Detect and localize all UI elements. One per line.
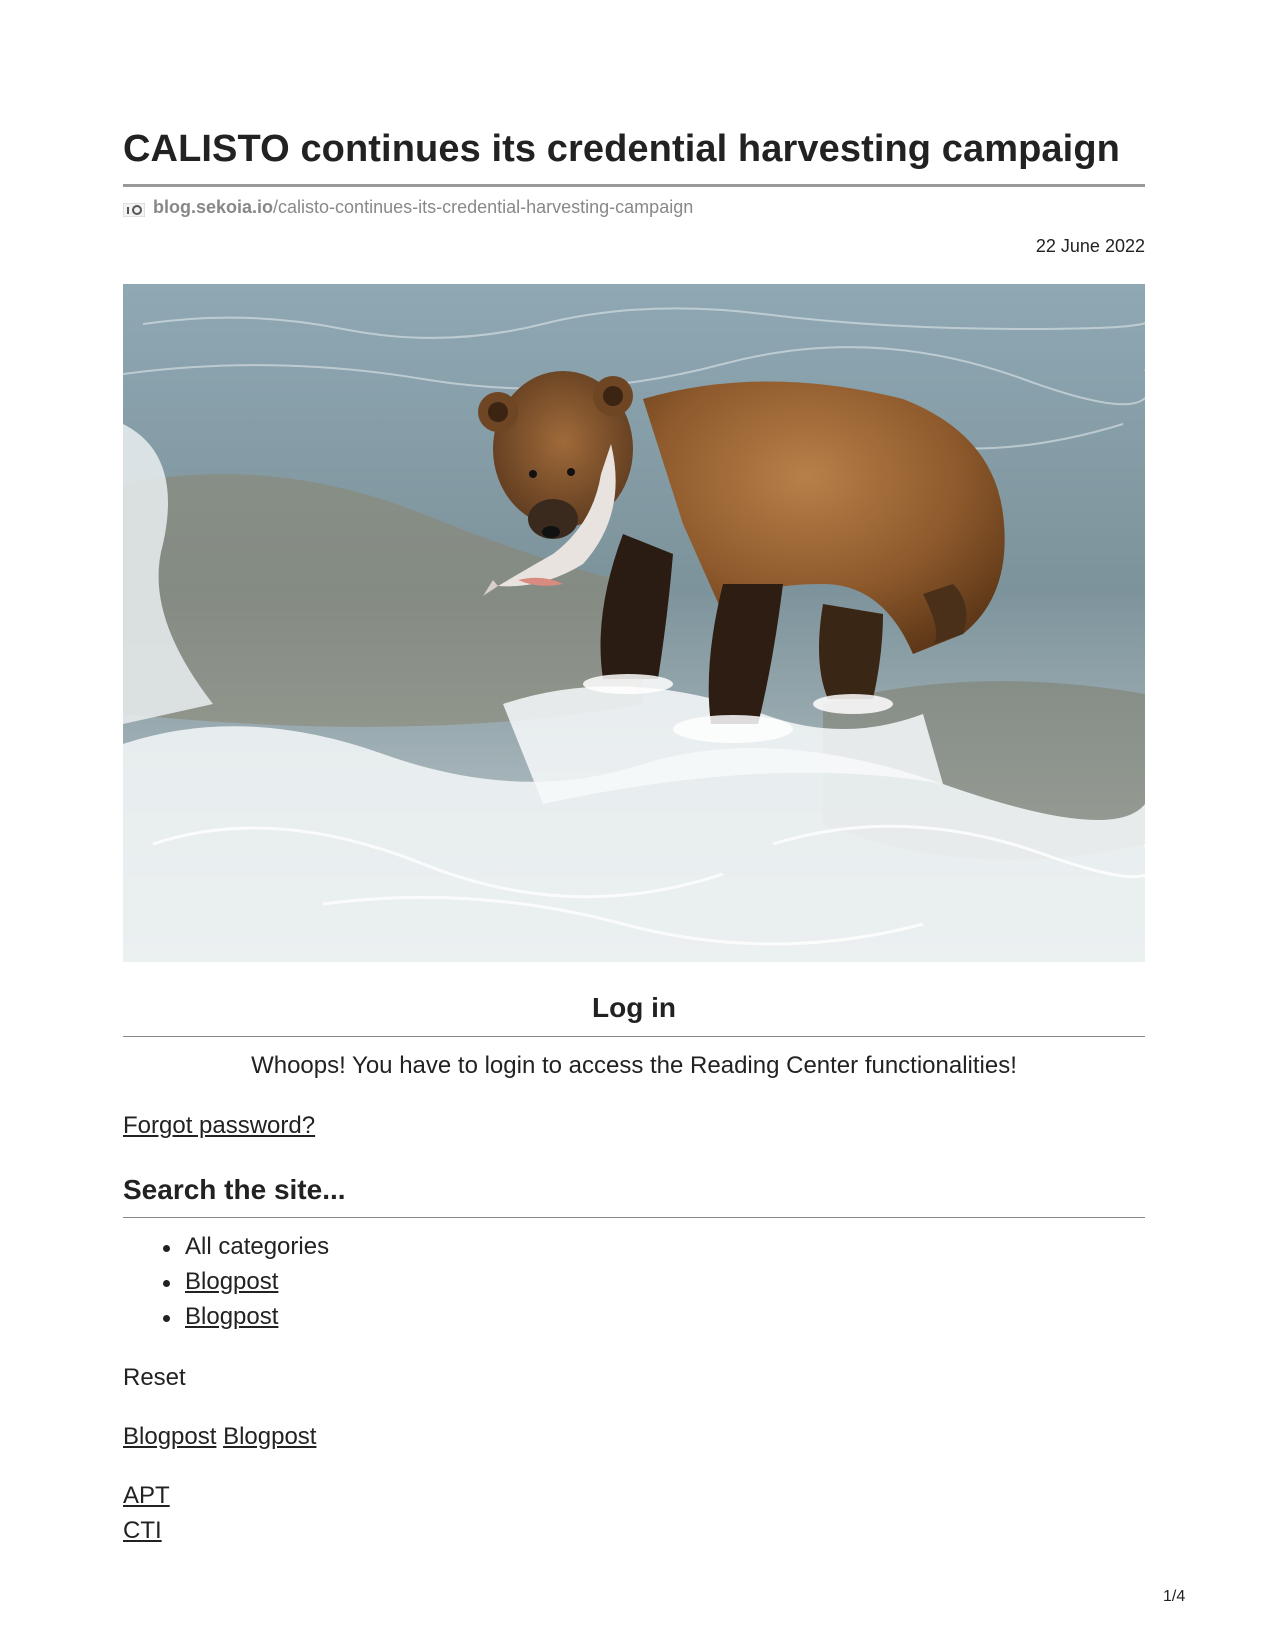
category-item-all[interactable]: [185, 1232, 329, 1267]
category-item-blogpost-2[interactable]: [185, 1302, 329, 1337]
topic-link-apt[interactable]: APT: [123, 1482, 170, 1509]
source-domain: blog.sekoia.io: [153, 197, 274, 217]
site-favicon-icon: [123, 201, 145, 215]
source-url: [123, 197, 693, 218]
topic-link-cti[interactable]: CTI: [123, 1517, 162, 1544]
category-list: [123, 1232, 329, 1337]
search-divider: [123, 1217, 1145, 1218]
login-divider: [123, 1036, 1145, 1037]
source-path: /calisto-continues-its-credential-harvesting-campaign: [273, 197, 694, 217]
category-label: All categories: [185, 1233, 330, 1260]
tag-link-blogpost[interactable]: Blogpost: [123, 1423, 217, 1450]
login-heading: Log in: [592, 992, 676, 1023]
search-heading: Search the site...: [123, 1174, 346, 1205]
reset-button[interactable]: Reset: [123, 1364, 186, 1391]
tag-links: [123, 1423, 316, 1451]
article-title: CALISTO continues its credential harvesting campaign: [123, 128, 1120, 170]
publish-date: 22 June 2022: [1035, 236, 1145, 256]
category-link[interactable]: Blogpost: [185, 1268, 279, 1295]
bear-catching-salmon-photo-icon: [123, 284, 1145, 962]
hero-image: [123, 284, 1145, 962]
page-number: 1/4: [1163, 1588, 1186, 1605]
forgot-password-link[interactable]: Forgot password?: [123, 1112, 316, 1139]
category-item-blogpost[interactable]: [185, 1267, 329, 1302]
title-divider: [123, 184, 1145, 187]
category-link[interactable]: Blogpost: [185, 1303, 279, 1330]
tag-link-blogpost-2[interactable]: Blogpost: [223, 1423, 317, 1450]
login-required-message: Whoops! You have to login to access the Reading Center functionalities!: [251, 1052, 1017, 1079]
